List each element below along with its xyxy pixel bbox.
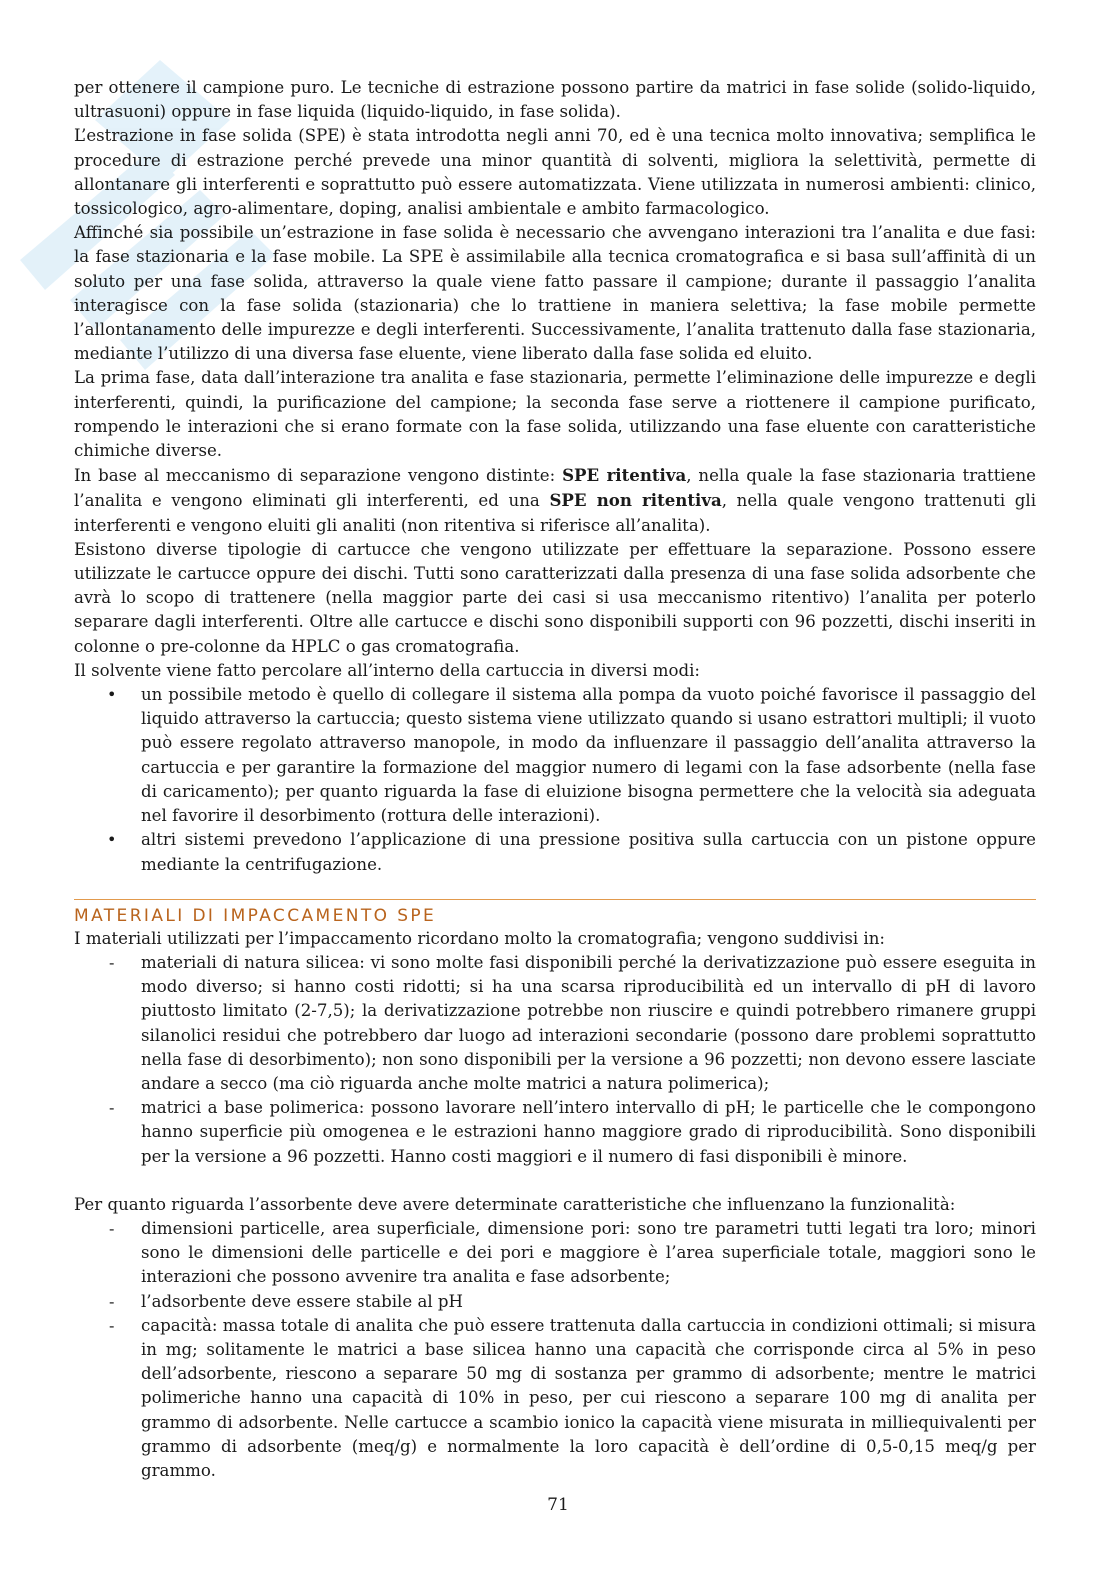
list-item: - matrici a base polimerica: possono lavorare nell’intero intervallo di pH; le particelle che le compongono hanno superficie più omogenea e le estrazioni hanno maggiore grado di riproducibilità. Sono disponibili per la versione a 96 pozzetti. Hanno costi maggiori e il numero di fasi disponibili è minore. — [74, 1096, 1036, 1169]
paragraph: L’estrazione in fase solida (SPE) è stata introdotta negli anni 70, ed è una tecnica molto innovativa; semplifica le procedure di estrazione perché prevede una minor quantità di solventi, migliora la selettività, permette di allontanare gli interferenti e soprattutto può essere automatizzata. Viene utilizzata in numerosi ambienti: clinico, tossicologico, agro-alimentare, doping, analisi ambientale e ambito farmacologico. — [74, 126, 1036, 219]
term-spe-non-ritentiva: SPE non ritentiva — [549, 490, 722, 511]
paragraph: La prima fase, data dall’interazione tra analita e fase stazionaria, permette l’eliminazione delle impurezze e degli interferenti, quindi, la purificazione del campione; la seconda fase serve a riottenere il campione purificato, rompendo le interazioni che si erano formate con la fase solida, utilizzando una fase eluente con caratteristiche chimiche diverse. — [74, 368, 1036, 461]
page-number: 71 — [547, 1495, 569, 1515]
spe-types-paragraph — [74, 463, 1036, 538]
section-heading: MATERIALI DI IMPACCAMENTO SPE — [74, 899, 1036, 927]
list-item: - capacità: massa totale di analita che può essere trattenuta dalla cartuccia in condizioni ottimali; si misura in mg; solitamente le matrici a base silicea hanno una capacità che corrisponde circa al 5% in peso dell’adsorbente, riescono a separare 50 mg di sostanza per grammo di adsorbente; mentre le matrici polimeriche hanno una capacità di 10% in peso, per cui riescono a separare 100 mg di analita per grammo di adsorbente. Nelle cartucce a scambio ionico la capacità viene misurata in milliequivalenti per grammo di adsorbente (meq/g) e normalmente la loro capacità è dell’ordine di 0,5-0,15 meq/g per grammo. — [74, 1314, 1036, 1483]
sorbent-characteristics-list — [74, 1217, 1036, 1483]
text-run: , nella quale la fase stazionaria trattiene l’analita e vengono eliminati gli interferenti, ed una — [74, 466, 1036, 511]
list-item: • altri sistemi prevedono l’applicazione di una pressione positiva sulla cartuccia con un pistone oppure mediante la centrifugazione. — [74, 828, 1036, 876]
text-run: In base al meccanismo di separazione vengono distinte: — [74, 466, 563, 486]
paragraph: Esistono diverse tipologie di cartucce che vengono utilizzate per effettuare la separazione. Possono essere utilizzate le cartucce oppure dei dischi. Tutti sono caratterizzati dalla presenza di una fase solida adsorbente che avrà lo scopo di trattenere (nella maggior parte dei casi si usa meccanismo ritentivo) l’analita per poterlo separare dagli interferenti. Oltre alle cartucce e dischi sono disponibili supporti con 96 pozzetti, dischi inseriti in colonne o pre-colonne da HPLC o gas cromatografia. — [74, 539, 1036, 656]
materials-list — [74, 951, 1036, 1169]
solvent-methods-list — [74, 683, 1036, 877]
list-item: • un possibile metodo è quello di collegare il sistema alla pompa da vuoto poiché favorisce il passaggio del liquido attraverso la cartuccia; questo sistema viene utilizzato quando si usano estrattori multipli; il vuoto può essere regolato attraverso manopole, in modo da influenzare il passaggio dell’analita attraverso la cartuccia e per garantire la formazione del maggior numero di legami con la fase adsorbente (nella fase di caricamento); per quanto riguarda la fase di eluizione bisogna permettere che la velocità sia adeguata nel favorire il desorbimento (rottura delle interazioni). — [74, 683, 1036, 828]
paragraph: per ottenere il campione puro. Le tecniche di estrazione possono partire da matrici in fase solide (solido-liquido, ultrasuoni) oppure in fase liquida (liquido-liquido, in fase solida). — [74, 78, 1036, 122]
text-run: , nella quale vengono trattenuti gli interferenti e vengono eluiti gli analiti (non ritentiva si riferisce all’analita). — [74, 491, 1037, 535]
paragraph: Per quanto riguarda l’assorbente deve avere determinate caratteristiche che influenzano la funzionalità: — [74, 1194, 956, 1214]
paragraph: Il solvente viene fatto percolare all’interno della cartuccia in diversi modi: — [74, 660, 700, 680]
list-item: - dimensioni particelle, area superficiale, dimensione pori: sono tre parametri tutti legati tra loro; minori sono le dimensioni delle particelle e dei pori e maggiore è l’area superficiale totale, maggiori sono le interazioni che possono avvenire tra analita e fase adsorbente; — [74, 1217, 1036, 1290]
list-item: - l’adsorbente deve essere stabile al pH — [74, 1290, 1036, 1314]
term-spe-ritentiva: SPE ritentiva — [562, 465, 687, 486]
paragraph: Affinché sia possibile un’estrazione in fase solida è necessario che avvengano interazioni tra l’analita e due fasi: la fase stazionaria e la fase mobile. La SPE è assimilabile alla tecnica cromatografica e si basa sull’affinità di un soluto per una fase solida, attraverso la quale viene fatto passare il campione; durante il passaggio l’analita interagisce con la fase solida (stazionaria) che lo trattiene in maniera selettiva; la fase mobile permette l’allontanamento delle impurezze e degli interferenti. Successivamente, l’analita trattenuto dalla fase stazionaria, mediante l’utilizzo di una diversa fase eluente, viene liberato dalla fase solida ed eluito. — [74, 223, 1036, 364]
paragraph: I materiali utilizzati per l’impaccamento ricordano molto la cromatografia; vengono suddivisi in: — [74, 928, 886, 948]
document-body — [74, 76, 1036, 1483]
list-item: - materiali di natura silicea: vi sono molte fasi disponibili perché la derivatizzazione può essere eseguita in modo diverso; si hanno costi ridotti; si ha una scarsa riproducibilità ed un intervallo di pH di lavoro piuttosto limitato (2-7,5); la derivatizzazione potrebbe non riuscire e quindi potrebbero rimanere gruppi silanolici residui che potrebbero dar luogo ad interazioni secondarie (possono dare problemi soprattutto nella fase di desorbimento); non sono disponibili per la versione a 96 pozzetti; non devono essere lasciate andare a secco (ma ciò riguarda anche molte matrici a natura polimerica); — [74, 951, 1036, 1096]
